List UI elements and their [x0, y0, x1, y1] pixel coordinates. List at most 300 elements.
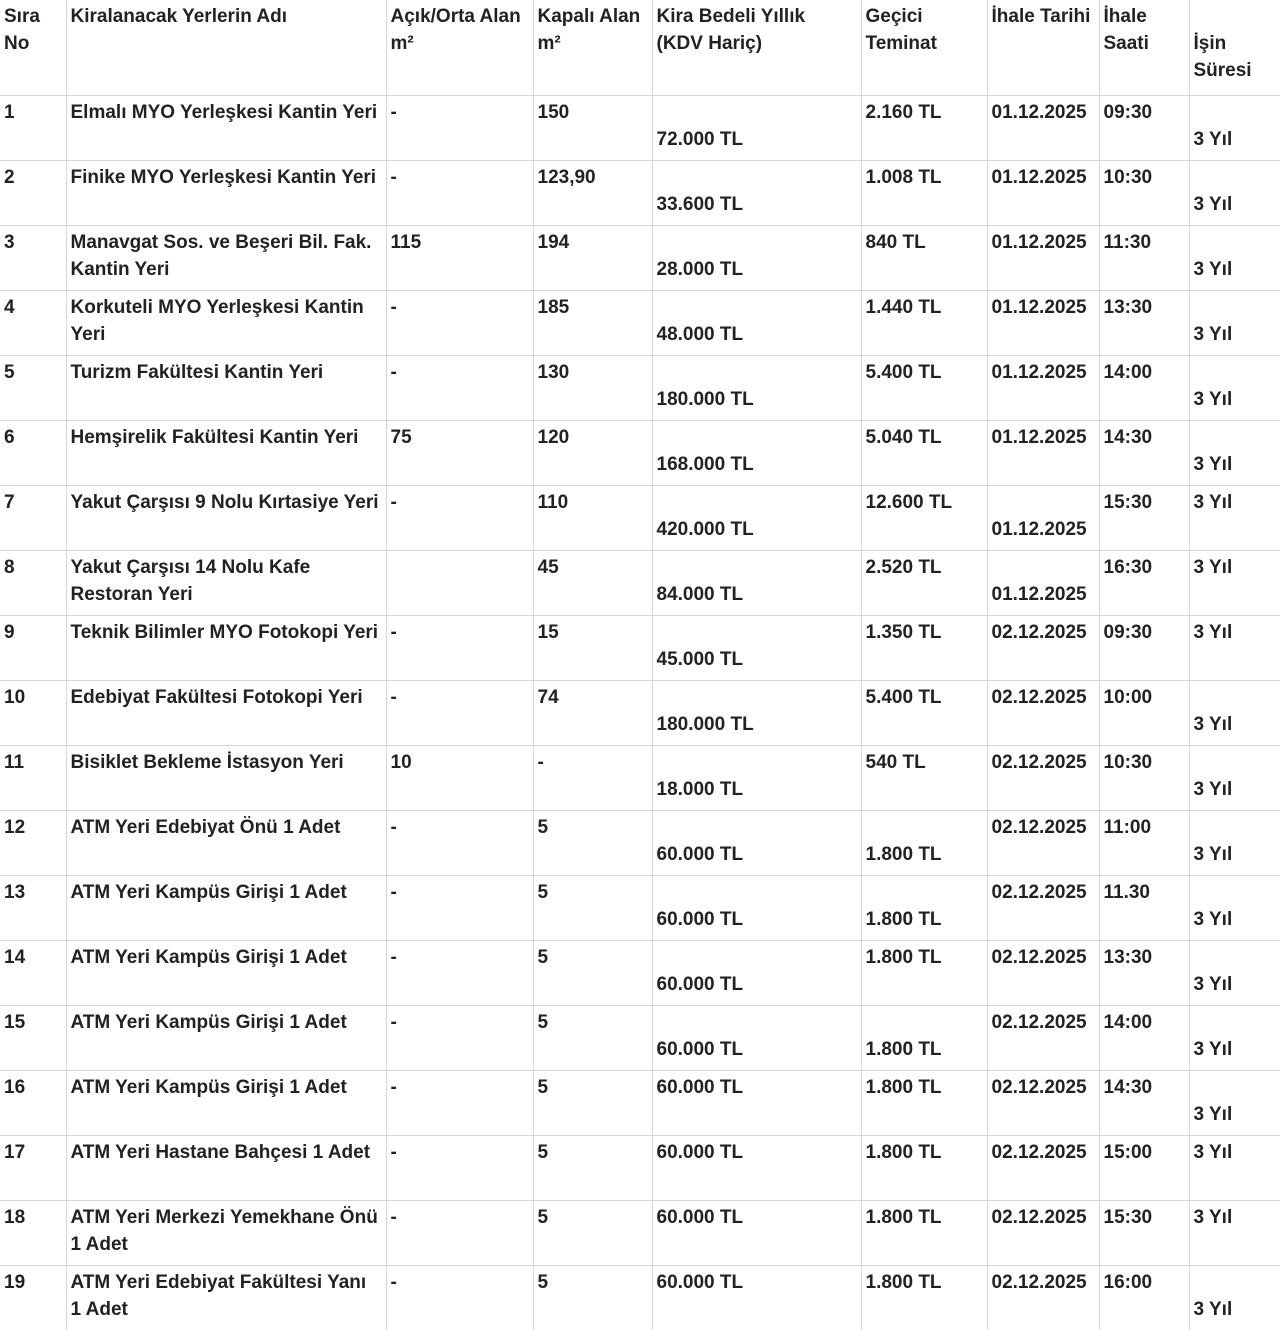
- row-open-area: -: [390, 491, 397, 513]
- row-deposit-wrap: [866, 294, 983, 355]
- row-time: 13:30: [1103, 946, 1153, 968]
- row-no: 8: [4, 556, 15, 578]
- row-rent-cell: [652, 485, 861, 550]
- row-closed-area: 185: [537, 296, 570, 318]
- row-name-wrap: [71, 814, 382, 875]
- row-no-cell: [0, 485, 66, 550]
- row-date-cell: [987, 355, 1099, 420]
- row-no-cell: [0, 940, 66, 1005]
- row-duration-wrap: [1194, 424, 1277, 485]
- row-no: 7: [4, 491, 15, 513]
- table-row: [0, 485, 1280, 550]
- row-rent-wrap: [657, 294, 857, 355]
- row-rent: 60.000 TL: [656, 1206, 744, 1228]
- row-closed-area-cell: [533, 940, 652, 1005]
- row-time-cell: [1099, 420, 1189, 485]
- row-name: ATM Yeri Kampüs Girişi 1 Adet: [70, 946, 347, 968]
- row-date-wrap: [992, 1139, 1095, 1200]
- table-row: [0, 1265, 1280, 1330]
- row-duration: 3 Yıl: [1193, 713, 1233, 735]
- row-closed-area: 5: [537, 1206, 549, 1228]
- row-duration-wrap: [1194, 1074, 1277, 1135]
- row-duration: 3 Yıl: [1193, 193, 1233, 215]
- row-time-wrap: [1104, 944, 1185, 1005]
- row-name-wrap: [71, 879, 382, 940]
- row-rent-wrap: [657, 1009, 857, 1070]
- row-no-cell: [0, 160, 66, 225]
- row-date-wrap: [992, 879, 1095, 940]
- row-deposit-wrap: [866, 99, 983, 160]
- row-no-cell: [0, 550, 66, 615]
- row-name: Korkuteli MYO Yerleşkesi Kantin Yeri: [70, 296, 364, 345]
- row-time: 10:00: [1103, 686, 1153, 708]
- row-date-wrap: [992, 99, 1095, 160]
- row-rent-wrap: [657, 1204, 857, 1265]
- row-time: 09:30: [1103, 621, 1153, 643]
- row-date-cell: [987, 1135, 1099, 1200]
- row-name-cell: [66, 420, 386, 485]
- row-closed-area-wrap: [538, 1139, 648, 1200]
- row-no-wrap: [4, 359, 62, 420]
- row-deposit-cell: [861, 1070, 987, 1135]
- row-deposit-wrap: [866, 359, 983, 420]
- row-name-cell: [66, 355, 386, 420]
- row-closed-area: 150: [537, 101, 570, 123]
- row-duration: 3 Yıl: [1193, 908, 1233, 930]
- row-no: 17: [4, 1141, 26, 1163]
- row-date: 02.12.2025: [991, 1271, 1087, 1293]
- row-open-area-wrap: [391, 1074, 529, 1135]
- row-no-wrap: [4, 164, 62, 225]
- row-name-wrap: [71, 489, 382, 550]
- row-no-cell: [0, 225, 66, 290]
- row-open-area: -: [390, 166, 397, 188]
- row-closed-area-cell: [533, 1200, 652, 1265]
- row-duration-cell: [1189, 290, 1280, 355]
- row-rent: 60.000 TL: [656, 1141, 744, 1163]
- row-open-area: 75: [390, 426, 412, 448]
- row-rent: 60.000 TL: [656, 843, 744, 865]
- row-deposit: 1.800 TL: [865, 1038, 942, 1060]
- row-rent-cell: [652, 810, 861, 875]
- table-row: [0, 1200, 1280, 1265]
- row-date: 01.12.2025: [991, 101, 1087, 123]
- row-time-wrap: [1104, 424, 1185, 485]
- row-rent-cell: [652, 940, 861, 1005]
- table-row: [0, 1070, 1280, 1135]
- row-deposit-cell: [861, 1265, 987, 1330]
- row-no: 10: [4, 686, 26, 708]
- row-duration-wrap: [1194, 1009, 1277, 1070]
- row-name-wrap: [71, 1139, 382, 1200]
- row-open-area-cell: [386, 680, 533, 745]
- row-duration-cell: [1189, 485, 1280, 550]
- row-rent-wrap: [657, 424, 857, 485]
- row-closed-area-wrap: [538, 359, 648, 420]
- row-deposit-cell: [861, 290, 987, 355]
- row-closed-area: 120: [537, 426, 570, 448]
- row-closed-area: 5: [537, 1076, 549, 1098]
- row-name: ATM Yeri Merkezi Yemekhane Önü 1 Adet: [70, 1206, 378, 1255]
- row-deposit: 5.400 TL: [865, 686, 942, 708]
- row-name-cell: [66, 95, 386, 160]
- row-name: ATM Yeri Edebiyat Fakültesi Yanı 1 Adet: [70, 1271, 367, 1320]
- row-date: 01.12.2025: [991, 166, 1087, 188]
- row-rent-cell: [652, 290, 861, 355]
- row-open-area: 10: [390, 751, 412, 773]
- row-time: 10:30: [1103, 751, 1153, 773]
- row-open-area-wrap: [391, 814, 529, 875]
- row-no: 19: [4, 1271, 26, 1293]
- row-closed-area: 194: [537, 231, 570, 253]
- row-rent-cell: [652, 1135, 861, 1200]
- row-name-cell: [66, 1070, 386, 1135]
- row-time-cell: [1099, 875, 1189, 940]
- row-no-wrap: [4, 1074, 62, 1135]
- row-open-area-wrap: [391, 1204, 529, 1265]
- row-date-cell: [987, 420, 1099, 485]
- row-duration-cell: [1189, 810, 1280, 875]
- row-open-area: -: [390, 1271, 397, 1293]
- row-closed-area-wrap: [538, 554, 648, 615]
- row-date-wrap: [992, 294, 1095, 355]
- row-no-wrap: [4, 619, 62, 680]
- row-time-cell: [1099, 290, 1189, 355]
- row-duration: 3 Yıl: [1193, 128, 1233, 150]
- row-date: 01.12.2025: [991, 231, 1087, 253]
- table-row: [0, 745, 1280, 810]
- row-no-wrap: [4, 1009, 62, 1070]
- row-duration-wrap: [1194, 879, 1277, 940]
- row-rent: 420.000 TL: [656, 518, 754, 540]
- row-duration-cell: [1189, 1135, 1280, 1200]
- table-row: [0, 550, 1280, 615]
- row-closed-area-cell: [533, 420, 652, 485]
- row-duration-wrap: [1194, 749, 1277, 810]
- header-deposit: Geçici Teminat: [861, 0, 987, 95]
- row-duration-wrap: [1194, 229, 1277, 290]
- row-open-area: -: [390, 816, 397, 838]
- row-deposit-wrap: [866, 879, 983, 940]
- row-closed-area-wrap: [538, 1009, 648, 1070]
- row-name-cell: [66, 940, 386, 1005]
- row-date-wrap: [992, 1074, 1095, 1135]
- row-closed-area-wrap: [538, 229, 648, 290]
- row-closed-area-cell: [533, 550, 652, 615]
- row-closed-area-cell: [533, 680, 652, 745]
- row-open-area-wrap: [391, 944, 529, 1005]
- row-rent-cell: [652, 550, 861, 615]
- row-closed-area: 5: [537, 1271, 549, 1293]
- row-duration: 3 Yıl: [1193, 778, 1233, 800]
- row-duration-wrap: [1194, 814, 1277, 875]
- row-rent-wrap: [657, 1269, 857, 1330]
- row-rent-cell: [652, 1200, 861, 1265]
- row-date-wrap: [992, 619, 1095, 680]
- row-name: Teknik Bilimler MYO Fotokopi Yeri: [70, 621, 379, 643]
- row-duration: 3 Yıl: [1193, 258, 1233, 280]
- row-rent: 60.000 TL: [656, 1271, 744, 1293]
- row-deposit: 1.350 TL: [865, 621, 942, 643]
- table-row: [0, 680, 1280, 745]
- row-closed-area-cell: [533, 1265, 652, 1330]
- row-name-cell: [66, 225, 386, 290]
- row-date-cell: [987, 290, 1099, 355]
- row-rent-cell: [652, 420, 861, 485]
- row-name: Edebiyat Fakültesi Fotokopi Yeri: [70, 686, 363, 708]
- row-date-cell: [987, 680, 1099, 745]
- row-no: 4: [4, 296, 15, 318]
- row-closed-area: 5: [537, 946, 549, 968]
- row-no: 1: [4, 101, 15, 123]
- row-rent-wrap: [657, 164, 857, 225]
- row-name: ATM Yeri Kampüs Girişi 1 Adet: [70, 1076, 347, 1098]
- row-deposit: 2.520 TL: [865, 556, 942, 578]
- row-deposit-cell: [861, 420, 987, 485]
- row-time-wrap: [1104, 814, 1185, 875]
- row-time-cell: [1099, 1200, 1189, 1265]
- row-no: 2: [4, 166, 15, 188]
- row-open-area: -: [390, 1076, 397, 1098]
- row-rent-wrap: [657, 554, 857, 615]
- row-closed-area-cell: [533, 615, 652, 680]
- row-name-cell: [66, 1200, 386, 1265]
- row-deposit-cell: [861, 940, 987, 1005]
- row-rent-wrap: [657, 944, 857, 1005]
- row-date: 01.12.2025: [991, 296, 1087, 318]
- row-deposit-wrap: [866, 1204, 983, 1265]
- row-rent-cell: [652, 875, 861, 940]
- row-deposit: 1.440 TL: [865, 296, 942, 318]
- row-rent: 33.600 TL: [656, 193, 744, 215]
- row-name: ATM Yeri Hastane Bahçesi 1 Adet: [70, 1141, 371, 1163]
- row-deposit-cell: [861, 615, 987, 680]
- row-date: 02.12.2025: [991, 1141, 1087, 1163]
- row-deposit: 1.800 TL: [865, 843, 942, 865]
- row-time-wrap: [1104, 1009, 1185, 1070]
- row-rent-wrap: [657, 619, 857, 680]
- row-duration: 3 Yıl: [1193, 1038, 1233, 1060]
- row-open-area-cell: [386, 95, 533, 160]
- row-date-cell: [987, 615, 1099, 680]
- row-no-wrap: [4, 1204, 62, 1265]
- row-open-area: -: [390, 881, 397, 903]
- row-closed-area: 5: [537, 1011, 549, 1033]
- row-closed-area-cell: [533, 1070, 652, 1135]
- row-duration: 3 Yıl: [1193, 621, 1233, 643]
- row-rent: 28.000 TL: [656, 258, 744, 280]
- row-rent: 60.000 TL: [656, 908, 744, 930]
- row-rent: 48.000 TL: [656, 323, 744, 345]
- table-row: [0, 290, 1280, 355]
- row-open-area-cell: [386, 1135, 533, 1200]
- table-row: [0, 875, 1280, 940]
- row-name: Finike MYO Yerleşkesi Kantin Yeri: [70, 166, 377, 188]
- row-date: 02.12.2025: [991, 751, 1087, 773]
- row-closed-area: 5: [537, 881, 549, 903]
- row-date: 02.12.2025: [991, 946, 1087, 968]
- row-open-area-wrap: [391, 294, 529, 355]
- row-no-wrap: [4, 879, 62, 940]
- row-name-cell: [66, 1265, 386, 1330]
- row-deposit-wrap: [866, 554, 983, 615]
- row-date-cell: [987, 225, 1099, 290]
- row-time: 16:30: [1103, 556, 1153, 578]
- row-name-wrap: [71, 1074, 382, 1135]
- row-duration-wrap: [1194, 164, 1277, 225]
- row-deposit-cell: [861, 1005, 987, 1070]
- row-deposit-wrap: [866, 1269, 983, 1330]
- row-deposit: 1.800 TL: [865, 1076, 942, 1098]
- row-time-wrap: [1104, 554, 1185, 615]
- row-no-wrap: [4, 684, 62, 745]
- row-open-area: -: [390, 1011, 397, 1033]
- row-closed-area-cell: [533, 160, 652, 225]
- row-time-cell: [1099, 1005, 1189, 1070]
- row-open-area-cell: [386, 420, 533, 485]
- row-duration: 3 Yıl: [1193, 323, 1233, 345]
- row-time-wrap: [1104, 619, 1185, 680]
- row-closed-area-wrap: [538, 424, 648, 485]
- row-open-area-wrap: [391, 489, 529, 550]
- row-closed-area-wrap: [538, 99, 648, 160]
- row-date: 02.12.2025: [991, 1206, 1087, 1228]
- row-name-cell: [66, 160, 386, 225]
- row-duration-cell: [1189, 940, 1280, 1005]
- row-no-cell: [0, 810, 66, 875]
- row-deposit: 12.600 TL: [865, 491, 953, 513]
- row-deposit-wrap: [866, 1074, 983, 1135]
- row-no-cell: [0, 875, 66, 940]
- row-no-cell: [0, 615, 66, 680]
- row-name-wrap: [71, 619, 382, 680]
- row-no-cell: [0, 1070, 66, 1135]
- row-rent-wrap: [657, 879, 857, 940]
- row-open-area-cell: [386, 615, 533, 680]
- row-no-cell: [0, 1135, 66, 1200]
- row-time-wrap: [1104, 749, 1185, 810]
- row-closed-area-cell: [533, 1135, 652, 1200]
- row-date: 01.12.2025: [991, 361, 1087, 383]
- row-rent: 72.000 TL: [656, 128, 744, 150]
- row-closed-area-wrap: [538, 879, 648, 940]
- row-time-wrap: [1104, 229, 1185, 290]
- row-duration-wrap: [1194, 554, 1277, 615]
- row-deposit-wrap: [866, 684, 983, 745]
- row-name-cell: [66, 290, 386, 355]
- row-no: 16: [4, 1076, 26, 1098]
- row-duration-cell: [1189, 615, 1280, 680]
- row-name: Bisiklet Bekleme İstasyon Yeri: [70, 751, 344, 773]
- header-rent: Kira Bedeli Yıllık (KDV Hariç): [652, 0, 861, 95]
- row-no: 15: [4, 1011, 26, 1033]
- row-closed-area-wrap: [538, 944, 648, 1005]
- row-deposit: 540 TL: [865, 751, 926, 773]
- table-row: [0, 810, 1280, 875]
- row-deposit: 2.160 TL: [865, 101, 942, 123]
- row-name-wrap: [71, 424, 382, 485]
- row-duration-wrap: [1194, 1204, 1277, 1265]
- row-no-wrap: [4, 99, 62, 160]
- row-name-cell: [66, 1005, 386, 1070]
- row-no-cell: [0, 745, 66, 810]
- row-name-cell: [66, 680, 386, 745]
- row-closed-area-cell: [533, 1005, 652, 1070]
- row-closed-area-wrap: [538, 1269, 648, 1330]
- row-duration: 3 Yıl: [1193, 1103, 1233, 1125]
- row-rent: 18.000 TL: [656, 778, 744, 800]
- row-time-wrap: [1104, 294, 1185, 355]
- row-deposit-wrap: [866, 489, 983, 550]
- row-deposit-wrap: [866, 944, 983, 1005]
- row-time: 11:00: [1103, 816, 1152, 838]
- row-date: 02.12.2025: [991, 1076, 1087, 1098]
- row-deposit-cell: [861, 875, 987, 940]
- row-deposit-cell: [861, 1135, 987, 1200]
- row-time-cell: [1099, 810, 1189, 875]
- row-duration: 3 Yıl: [1193, 491, 1233, 513]
- row-name: Elmalı MYO Yerleşkesi Kantin Yeri: [70, 101, 378, 123]
- row-open-area-cell: [386, 355, 533, 420]
- row-date-cell: [987, 485, 1099, 550]
- row-closed-area: 45: [537, 556, 559, 578]
- row-rent-wrap: [657, 359, 857, 420]
- row-rent: 84.000 TL: [656, 583, 744, 605]
- row-name: Hemşirelik Fakültesi Kantin Yeri: [70, 426, 359, 448]
- row-rent-cell: [652, 1265, 861, 1330]
- table-row: [0, 225, 1280, 290]
- row-name: ATM Yeri Kampüs Girişi 1 Adet: [70, 881, 347, 903]
- row-closed-area-cell: [533, 95, 652, 160]
- row-duration-cell: [1189, 1200, 1280, 1265]
- row-rent-wrap: [657, 814, 857, 875]
- row-no: 18: [4, 1206, 26, 1228]
- row-duration: 3 Yıl: [1193, 973, 1233, 995]
- row-no: 5: [4, 361, 15, 383]
- row-deposit: 1.008 TL: [865, 166, 942, 188]
- row-no-cell: [0, 1005, 66, 1070]
- row-no-cell: [0, 1200, 66, 1265]
- table-row: [0, 420, 1280, 485]
- row-date-cell: [987, 1005, 1099, 1070]
- row-duration-cell: [1189, 1265, 1280, 1330]
- row-rent-cell: [652, 225, 861, 290]
- row-name: Yakut Çarşısı 9 Nolu Kırtasiye Yeri: [70, 491, 379, 513]
- row-rent: 60.000 TL: [656, 1076, 744, 1098]
- row-deposit: 1.800 TL: [865, 908, 942, 930]
- row-open-area-cell: [386, 745, 533, 810]
- row-date: 02.12.2025: [991, 1011, 1087, 1033]
- row-no: 6: [4, 426, 15, 448]
- row-rent: 60.000 TL: [656, 1038, 744, 1060]
- row-date-cell: [987, 875, 1099, 940]
- row-name-wrap: [71, 1269, 382, 1330]
- row-name: Manavgat Sos. ve Beşeri Bil. Fak. Kantin Yeri: [70, 231, 372, 280]
- row-no-cell: [0, 680, 66, 745]
- row-time: 14:30: [1103, 1076, 1153, 1098]
- row-open-area-wrap: [391, 424, 529, 485]
- row-rent-cell: [652, 1070, 861, 1135]
- row-duration-wrap: [1194, 1269, 1277, 1330]
- row-name-cell: [66, 745, 386, 810]
- row-deposit-cell: [861, 95, 987, 160]
- row-open-area-wrap: [391, 359, 529, 420]
- row-closed-area-wrap: [538, 1204, 648, 1265]
- table-row: [0, 615, 1280, 680]
- table-row: [0, 1005, 1280, 1070]
- row-duration: 3 Yıl: [1193, 453, 1233, 475]
- row-open-area: -: [390, 296, 397, 318]
